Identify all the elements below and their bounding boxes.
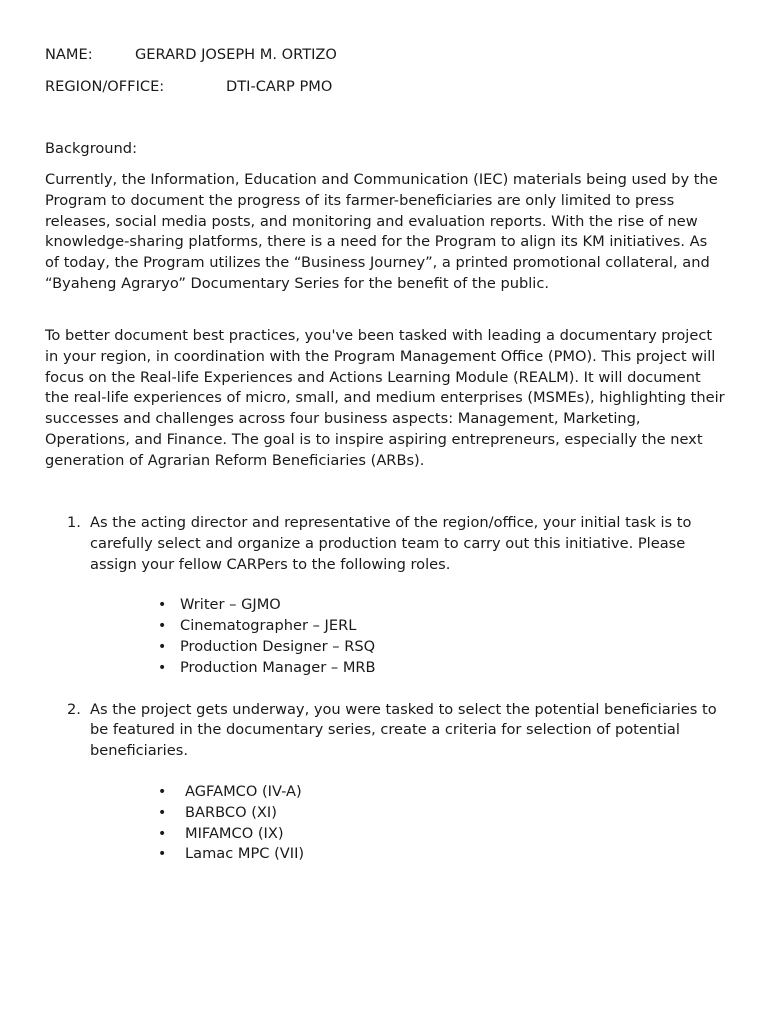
list-item [158, 844, 725, 865]
list-item [158, 637, 725, 658]
region-label: REGION/OFFICE: [45, 78, 165, 95]
list-item [158, 824, 725, 845]
list-item [158, 658, 725, 679]
beneficiary-name: BARBCO (XI) [185, 803, 277, 821]
beneficiary-name: Lamac MPC (VII) [185, 845, 305, 863]
background-paragraph-1: Currently, the Information, Education and Communication (IEC) materials being used by the Program to document the progress of its farmer-beneficiaries are only limited to press releases, social media posts, and monitoring and evaluation reports. With the rise of new knowledge-sharing platforms, there is a need for the Program to align its KM initiatives. As of today, the Program utilizes the “Business Journey”, a printed promotional collateral, and “Byaheng Agraryo” Documentary Series for the benefit of the public. [45, 171, 718, 292]
bullet-icon: • [158, 597, 167, 614]
question-item-1 [45, 513, 725, 679]
role-list [158, 595, 725, 678]
role-assignment: Cinematographer – JERL [180, 617, 357, 635]
list-item [158, 803, 725, 824]
role-assignment: Production Designer – RSQ [180, 637, 376, 655]
region-field [45, 77, 333, 97]
bullet-icon: • [158, 783, 167, 800]
role-assignment: Production Manager – MRB [180, 658, 376, 676]
question-number: 2. [67, 700, 81, 718]
bullet-icon: • [158, 804, 167, 821]
bullet-icon: • [158, 638, 167, 655]
list-item [158, 616, 725, 637]
beneficiary-name: MIFAMCO (IX) [185, 824, 284, 842]
question-item-2 [45, 700, 725, 866]
list-item [158, 595, 725, 616]
list-item [158, 782, 725, 803]
question-list [45, 513, 725, 865]
bullet-icon: • [158, 618, 167, 635]
background-paragraph-2: To better document best practices, you've been tasked with leading a documentary project in your region, in coordination with the Program Management Office (PMO). This project will focus on the Real-life Experiences and Actions Learning Module (REALM). It will document the real-life experiences of micro, small, and medium enterprises (MSMEs), highlighting their successes and challenges across four business aspects: Management, Marketing, Operations, and Finance. The goal is to inspire aspiring entrepreneurs, especially the next generation of Agrarian Reform Beneficiaries (ARBs). [45, 327, 725, 469]
background-heading: Background: [45, 140, 137, 157]
role-assignment: Writer – GJMO [180, 596, 281, 614]
beneficiary-name: AGFAMCO (IV-A) [185, 782, 302, 800]
question-text: As the project gets underway, you were tasked to select the potential beneficiaries to be featured in the documentary series, create a criteria for selection of potential beneficiaries. [90, 700, 717, 760]
beneficiary-list [158, 782, 725, 865]
bullet-icon: • [158, 846, 167, 863]
name-value: GERARD JOSEPH M. ORTIZO [135, 46, 337, 63]
question-text: As the acting director and representative of the region/office, your initial task is to carefully select and organize a production team to carry out this initiative. Please assign your fellow CARPers to the following roles. [90, 514, 692, 573]
bullet-icon: • [158, 659, 167, 676]
region-value: DTI-CARP PMO [226, 78, 333, 95]
question-number: 1. [67, 514, 81, 531]
name-field [45, 45, 337, 65]
name-label: NAME: [45, 46, 93, 63]
bullet-icon: • [158, 825, 167, 842]
